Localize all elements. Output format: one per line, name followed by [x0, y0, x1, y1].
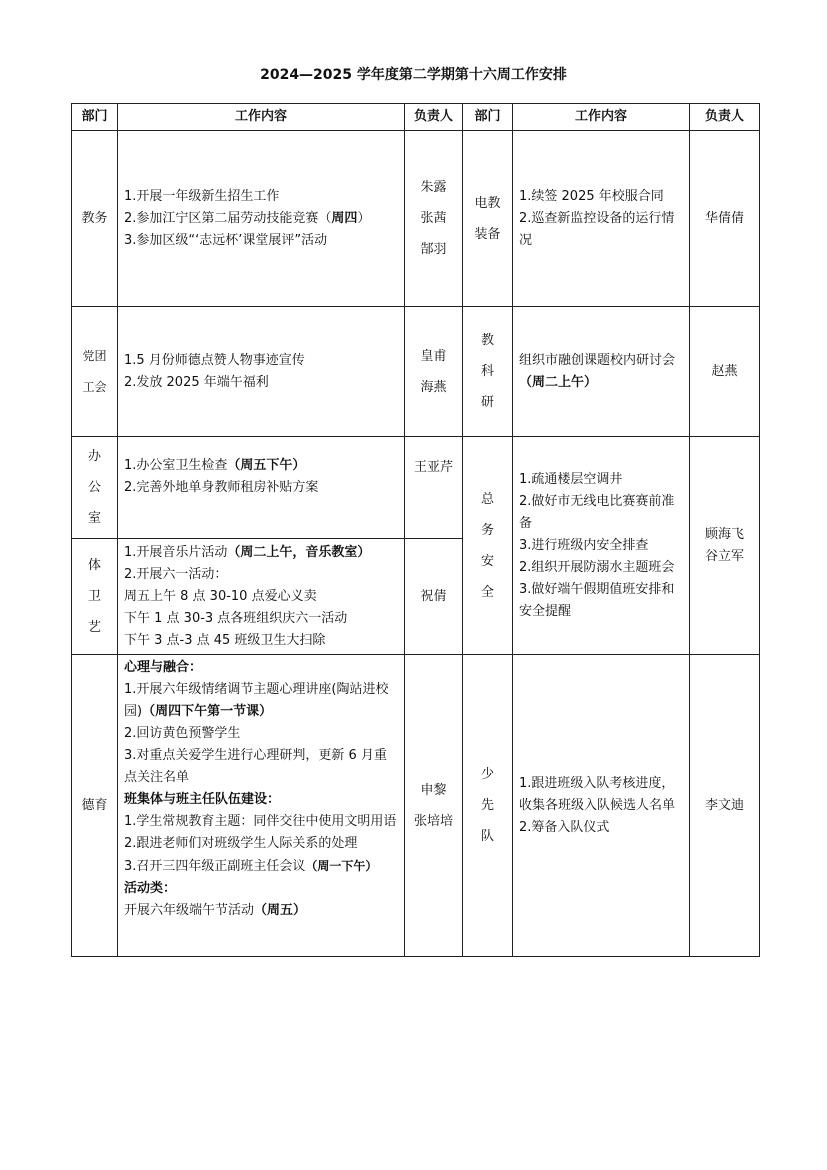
list-item: 开展六年级端午节活动（周五）: [124, 903, 307, 918]
list-item: 1.办公室卫生检查（周五下午）: [124, 458, 306, 473]
content-cell: [118, 307, 405, 437]
header-dept: 部门: [72, 104, 118, 131]
list-item: 3.召开三四年级正副班主任会议（周一下午）: [124, 859, 378, 874]
list-item: 1.开展六年级情绪调节主题心理讲座(陶站进校园)（周四下午第一节课）: [124, 682, 389, 719]
dept-cell: 德育: [72, 655, 118, 957]
table-row: [72, 437, 760, 539]
content-cell-2: [513, 437, 690, 655]
list-item: 2.回访黄色预警学生: [124, 726, 241, 741]
section-heading: 班集体与班主任队伍建设：: [124, 792, 281, 807]
header-row: [72, 104, 760, 131]
person-cell-2: 顾海飞 谷立军: [690, 437, 760, 655]
list-item: 1.5 月份师德点赞人物事迹宣传: [124, 352, 305, 368]
content-cell: [118, 655, 405, 957]
list-item: 1.开展一年级新生招生工作: [124, 188, 280, 204]
person-cell: 祝倩: [405, 539, 463, 655]
list-item: 1.续签 2025 年校服合同: [519, 188, 664, 204]
dept-cell-2: 少 先 队: [463, 655, 513, 957]
list-item: 1.开展音乐片活动（周二上午，音乐教室）: [124, 544, 371, 560]
section-heading: 心理与融合：: [124, 660, 203, 675]
page-title: 2024—2025 学年度第二学期第十六周工作安排: [260, 67, 567, 83]
list-item: 2.完善外地单身教师租房补贴方案: [124, 480, 319, 495]
dept-cell-2: 电教 装备: [463, 131, 513, 307]
dept-cell-2: 总 务 安 全: [463, 437, 513, 655]
list-item: 1.学生常规教育主题：同伴交往中使用文明用语: [124, 814, 397, 829]
list-item: 下午 3 点-3 点 45 班级卫生大扫除: [124, 632, 326, 648]
list-item: 1.跟进班级入队考核进度，收集各班级入队候选人名单: [519, 775, 676, 813]
list-item: 下午 1 点 30-3 点各班组织庆六一活动: [124, 610, 348, 626]
dept-cell: 办 公 室: [72, 437, 118, 539]
content-cell-2: [513, 131, 690, 307]
schedule-table: [71, 103, 760, 957]
list-item: 2.参加江宁区第二届劳动技能竞赛（周四）: [124, 210, 371, 226]
table-row: [72, 307, 760, 437]
table-row: [72, 131, 760, 307]
dept-cell: 体 卫 艺: [72, 539, 118, 655]
list-item: 1.疏通楼层空调井: [519, 471, 623, 487]
list-item: 2.筹备入队仪式: [519, 819, 610, 835]
person-cell: 申黎 张培培: [405, 655, 463, 957]
person-cell: 朱露 张茜 郜羽: [405, 131, 463, 307]
header-person: 负责人: [405, 104, 463, 131]
content-cell: [118, 539, 405, 655]
person-cell-2: 赵燕: [690, 307, 760, 437]
list-item: 2.组织开展防溺水主题班会: [519, 559, 675, 575]
dept-cell: 教务: [72, 131, 118, 307]
list-item: 2.跟进老师们对班级学生人际关系的处理: [124, 836, 358, 851]
list-item: 周五上午 8 点 30-10 点爱心义卖: [124, 588, 317, 604]
dept-cell-2: 教 科 研: [463, 307, 513, 437]
header-content: 工作内容: [118, 104, 405, 131]
person-cell-2: 李文迪: [690, 655, 760, 957]
list-item: 3.对重点关爱学生进行心理研判，更新 6 月重点关注名单: [124, 748, 387, 785]
header-content-2: 工作内容: [513, 104, 690, 131]
header-person-2: 负责人: [690, 104, 760, 131]
content-cell-2: 组织市融创课题校内研讨会（周二上午）: [513, 307, 690, 437]
person-cell: 王亚芹: [405, 437, 463, 539]
list-item: 2.巡查新监控设备的运行情况: [519, 210, 675, 248]
list-item: 3.进行班级内安全排查: [519, 537, 649, 553]
list-item: 2.做好市无线电比赛赛前准备: [519, 493, 675, 531]
dept-cell: 党团 工会: [72, 307, 118, 437]
table-row: [72, 655, 760, 957]
content-cell-2: [513, 655, 690, 957]
content-cell: [118, 131, 405, 307]
list-item: 3.做好端午假期值班安排和安全提醒: [519, 581, 675, 619]
list-item: 2.开展六一活动：: [124, 566, 228, 582]
header-dept-2: 部门: [463, 104, 513, 131]
person-cell-2: 华倩倩: [690, 131, 760, 307]
list-item: 3.参加区级“‘志远杯’课堂展评”活动: [124, 232, 328, 248]
section-heading: 活动类：: [124, 881, 177, 896]
content-cell: [118, 437, 405, 539]
person-cell: 皇甫 海燕: [405, 307, 463, 437]
list-item: 2.发放 2025 年端午福利: [124, 374, 269, 390]
